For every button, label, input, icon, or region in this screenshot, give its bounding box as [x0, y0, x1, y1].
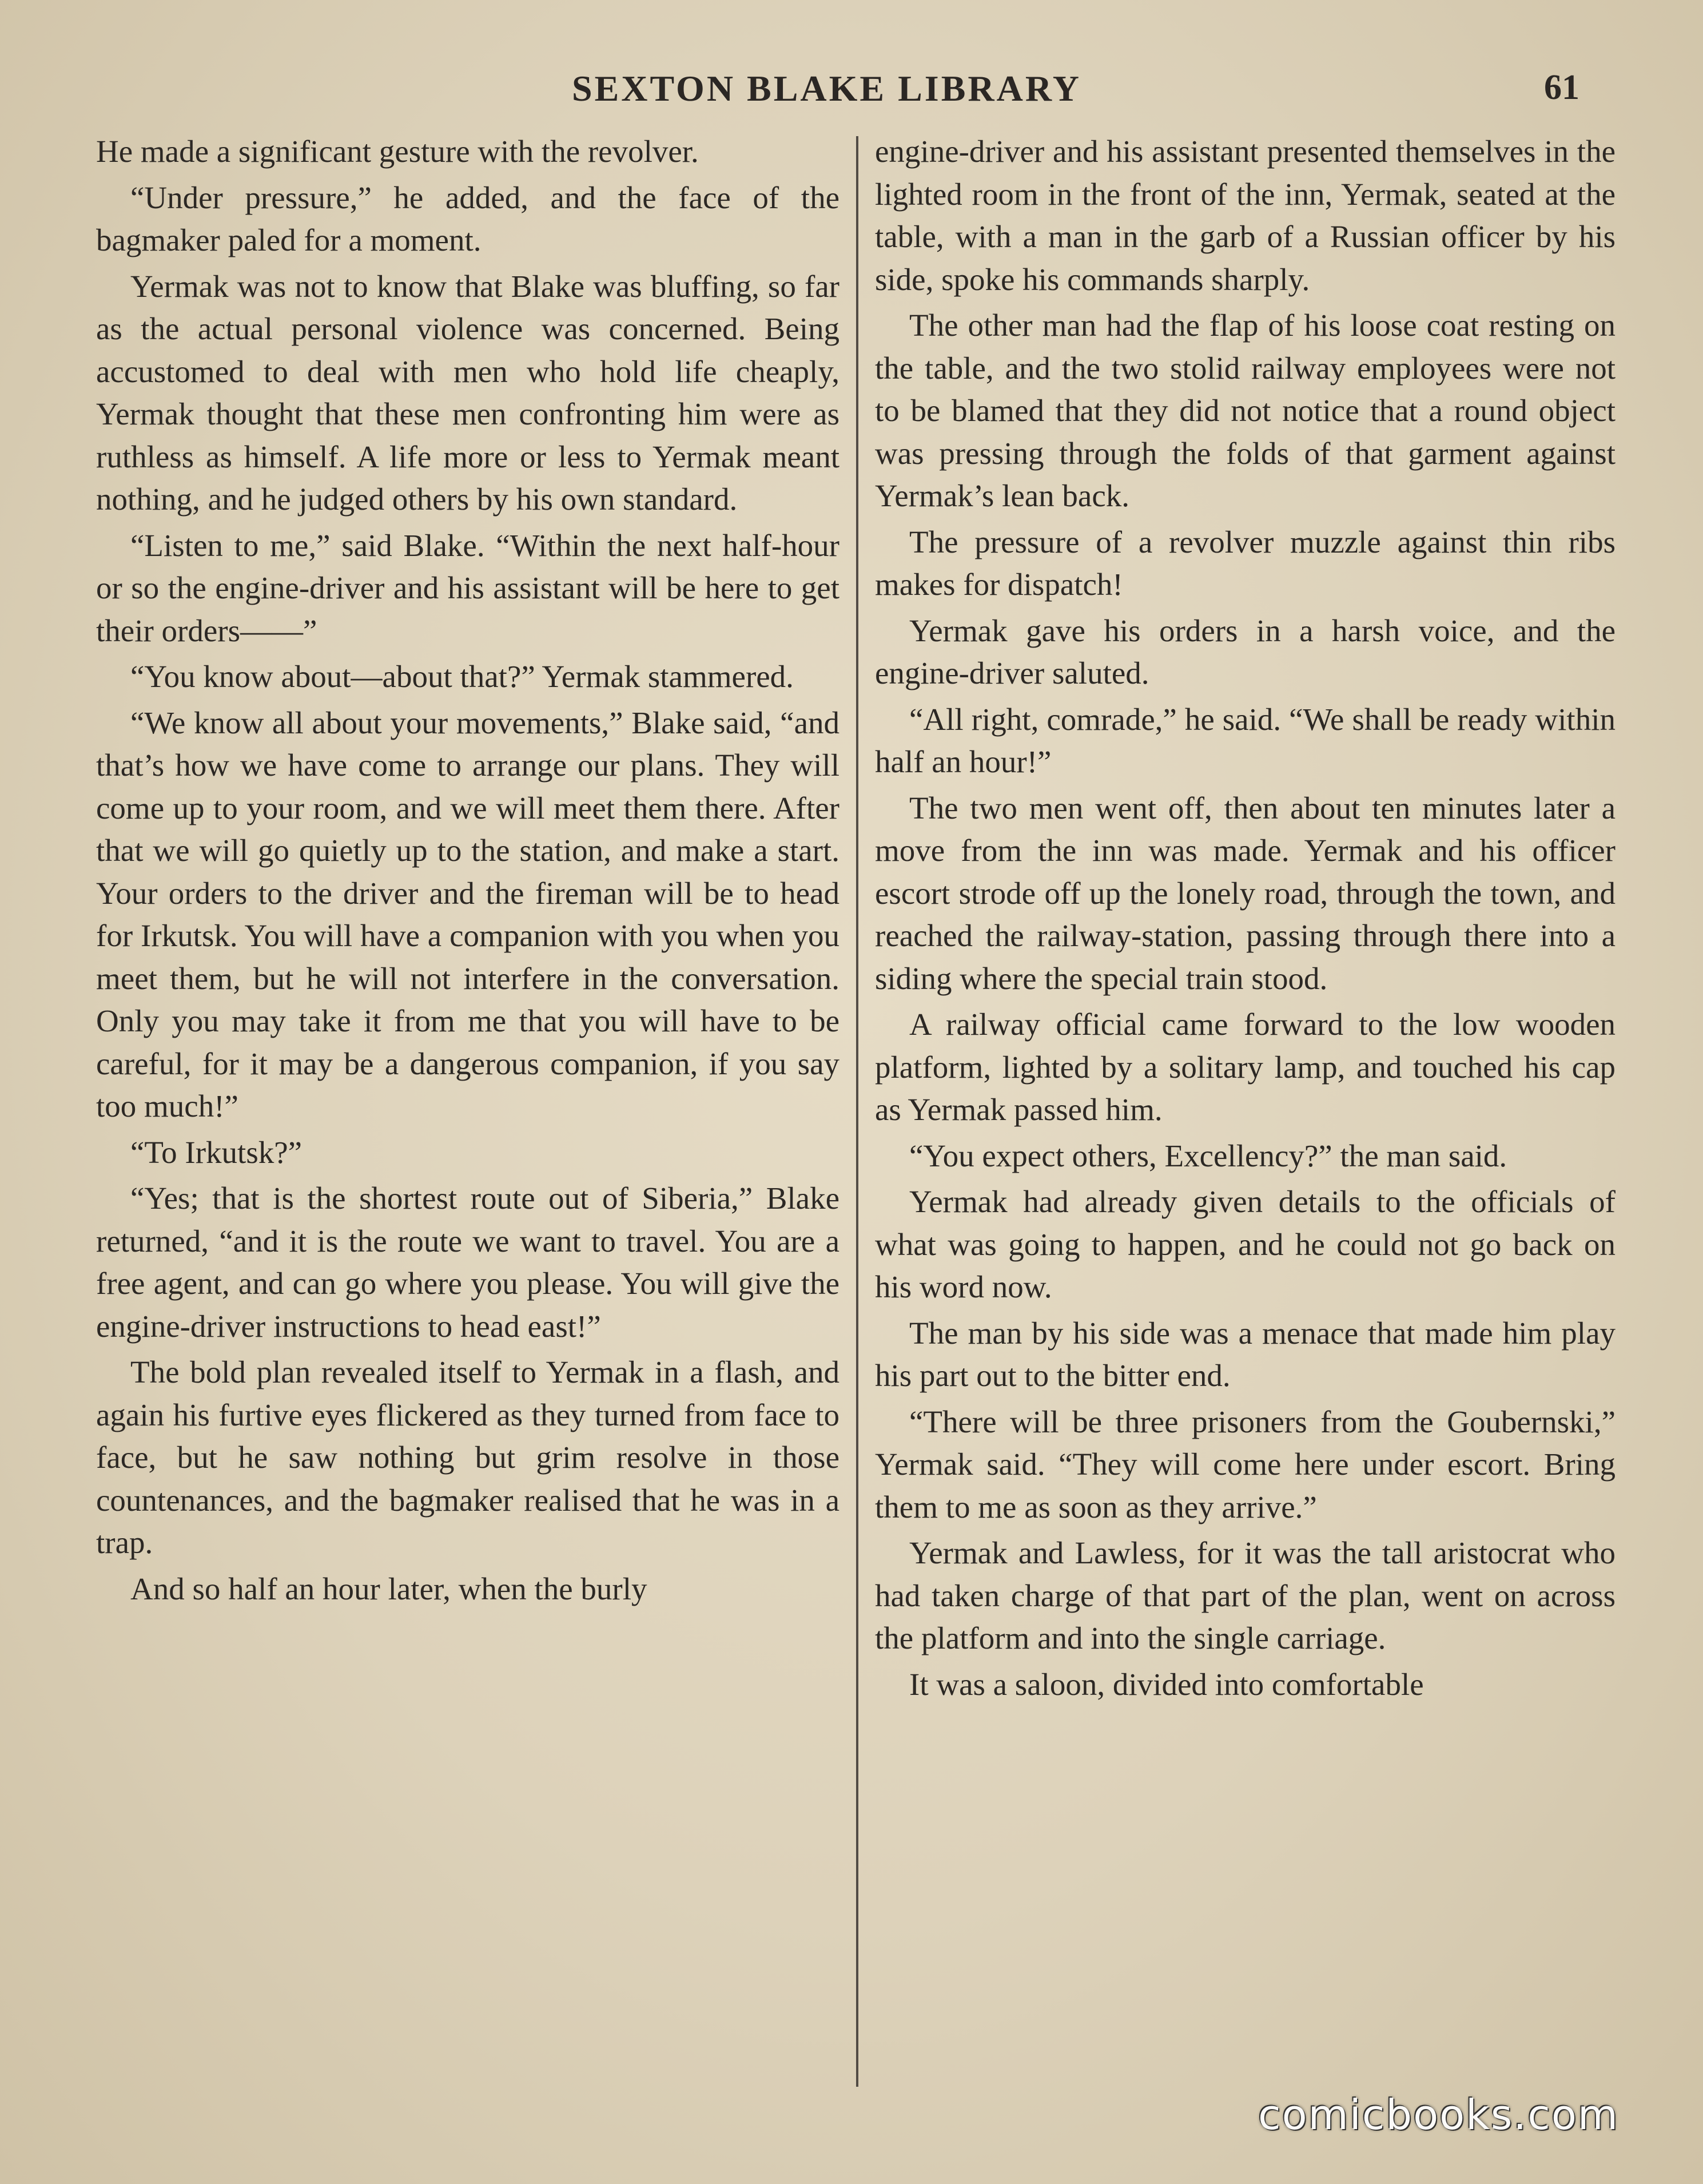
- paragraph: “Under pressure,” he added, and the face of the bagmaker paled for a moment.: [96, 180, 839, 257]
- paragraph: “To Irkutsk?”: [130, 1134, 303, 1170]
- running-header: [0, 67, 1703, 119]
- column-divider: [856, 136, 858, 2087]
- paragraph: “You know about—about that?” Yermak stammered.: [130, 659, 794, 694]
- paragraph: And so half an hour later, when the burly: [130, 1571, 647, 1606]
- paragraph: “All right, comrade,” he said. “We shall be ready within half an hour!”: [875, 701, 1616, 779]
- paragraph: He made a significant gesture with the revolver.: [96, 134, 699, 169]
- left-column: [96, 130, 839, 1614]
- paragraph: “There will be three prisoners from the Goubernski,” Yermak said. “They will come here under escort. Bring them to me as soon as they arrive.”: [875, 1404, 1616, 1524]
- watermark-logo: comicbooks.com: [1258, 2091, 1620, 2139]
- paragraph: It was a saloon, divided into comfortable: [909, 1666, 1424, 1702]
- paragraph: A railway official came forward to the low wooden platform, lighted by a solitary lamp, and touched his cap as Yermak passed him.: [875, 1007, 1616, 1127]
- paragraph: “Yes; that is the shortest route out of Siberia,” Blake returned, “and it is the route we want to travel. You are a free agent, and can go where you please. You will give the engine-driver instructions to head east!”: [96, 1181, 839, 1344]
- paragraph: Yermak had already given details to the officials of what was going to happen, and he could not go back on his word now.: [875, 1184, 1616, 1304]
- running-title: SEXTON BLAKE LIBRARY: [572, 68, 1081, 109]
- right-column: [875, 130, 1616, 1709]
- paragraph: The bold plan revealed itself to Yermak in a flash, and again his furtive eyes flickered as they turned from face to face, but he saw nothing but grim resolve in those countenances, and the bagmaker realised that he was in a trap.: [96, 1355, 839, 1560]
- paragraph: Yermak and Lawless, for it was the tall aristocrat who had taken charge of that part of the plan, went on across the platform and into the single carriage.: [875, 1535, 1616, 1655]
- paragraph: The man by his side was a menace that made him play his part out to the bitter end.: [875, 1315, 1616, 1393]
- paragraph: The two men went off, then about ten minutes later a move from the inn was made. Yermak and his officer escort strode off up the lonely road, through the town, and reached the railway-station, passing through there into a siding where the special train stood.: [875, 790, 1616, 996]
- paragraph: “You expect others, Excellency?” the man said.: [909, 1138, 1507, 1173]
- paragraph: Yermak was not to know that Blake was bluffing, so far as the actual personal violence was concerned. Being accustomed to deal with men who hold life cheaply, Yermak thought that these men confronting him were as ruthless as himself. A life more or less to Yermak meant nothing, and he judged others by his own standard.: [96, 268, 839, 517]
- paragraph: The other man had the flap of his loose coat resting on the table, and the two stolid railway employees were not to be blamed that they did not notice that a round object was pressing through the folds of that garment against Yermak’s lean back.: [875, 308, 1616, 513]
- paragraph: “Listen to me,” said Blake. “Within the next half-hour or so the engine-driver and his assistant will be here to get their orders——”: [96, 527, 839, 648]
- paragraph: Yermak gave his orders in a harsh voice, and the engine-driver saluted.: [875, 613, 1616, 690]
- paragraph: engine-driver and his assistant presented themselves in the lighted room in the front of the inn, Yermak, seated at the table, with a man in the garb of a Russian officer by his side, spoke his commands sharply.: [875, 134, 1616, 297]
- paragraph: “We know all about your movements,” Blake said, “and that’s how we have come to arrange our plans. They will come up to your room, and we will meet them there. After that we will go quietly up to the station, and make a start. Your orders to the driver and the fireman will be to head for Irkutsk. You will have a companion with you when you meet them, but he will not interfere in the conversation. Only you may take it from me that you will have to be careful, for it may be a dangerous companion, if you say too much!”: [96, 705, 839, 1123]
- paragraph: The pressure of a revolver muzzle against thin ribs makes for dispatch!: [875, 524, 1616, 602]
- page-number: 61: [1544, 68, 1579, 107]
